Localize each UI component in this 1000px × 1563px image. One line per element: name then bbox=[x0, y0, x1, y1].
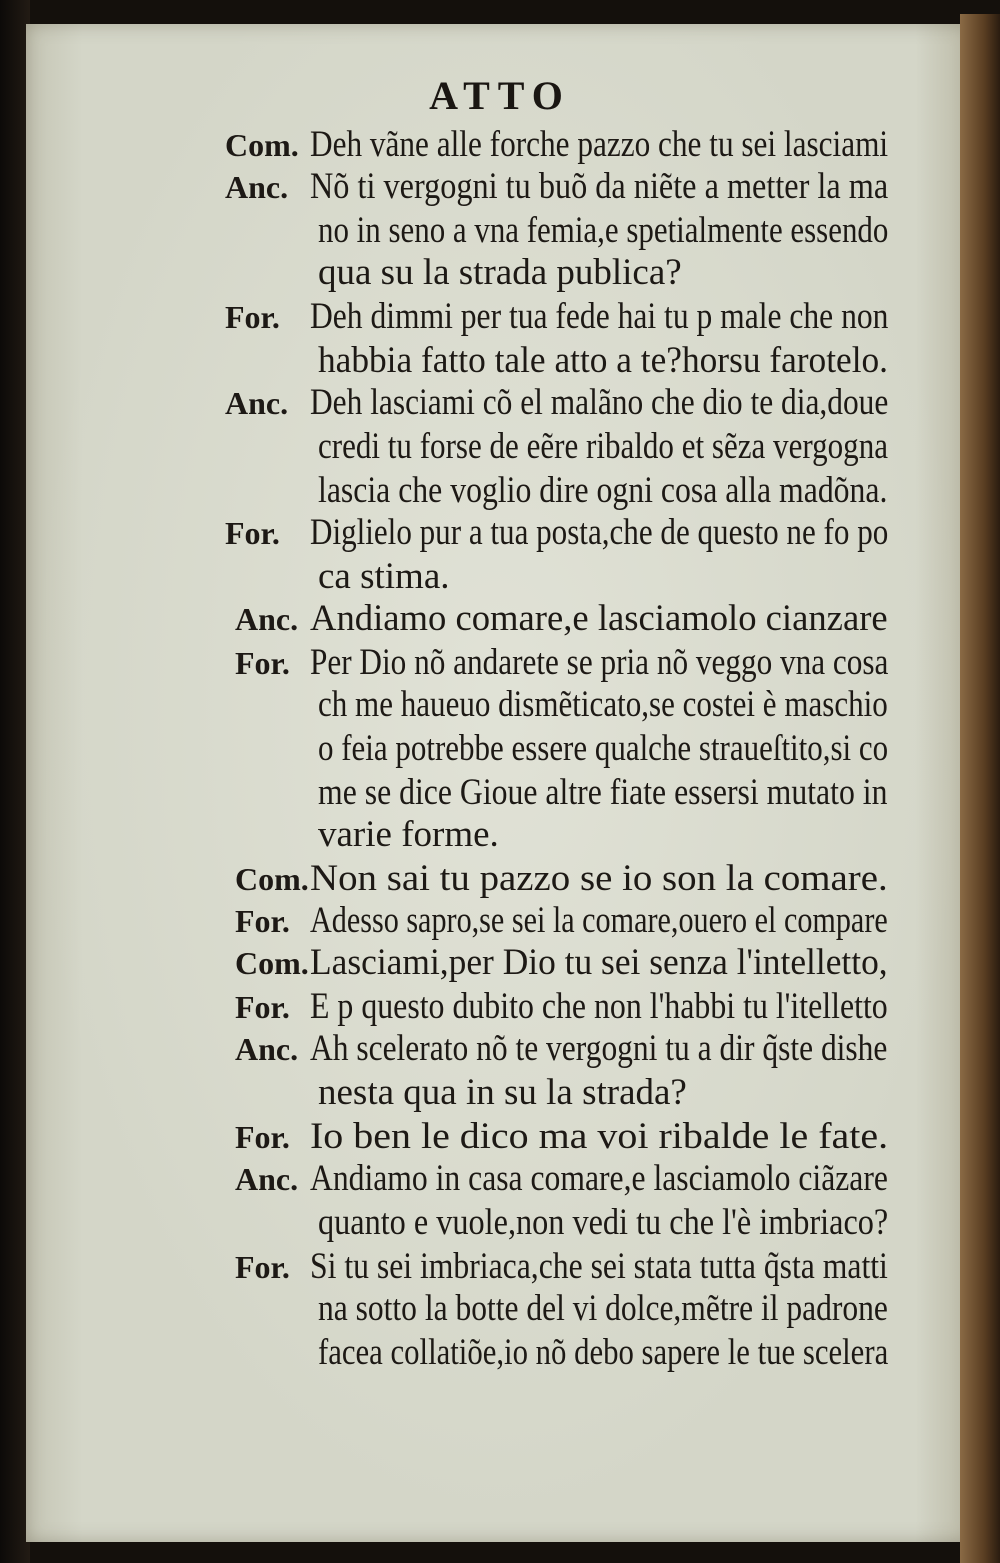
speaker-label: Com. bbox=[235, 861, 309, 897]
text-line: ch me haueuo dismẽticato,se costei è maschio bbox=[318, 684, 888, 725]
text-line: Ah scelerato nõ te vergogni tu a dir q̃ste dishe bbox=[310, 1028, 888, 1069]
text-line: quanto e vuole,non vedi tu che l'è imbriaco? bbox=[318, 1202, 889, 1243]
speaker-label: For. bbox=[235, 989, 290, 1025]
text-line: lascia che voglio dire ogni cosa alla madõna. bbox=[318, 470, 888, 511]
text-line: qua su la strada publica? bbox=[318, 252, 682, 293]
text-line: Deh dimmi per tua fede hai tu p male che non bbox=[310, 296, 889, 337]
text-line: me se dice Gioue altre fiate essersi mutato in bbox=[318, 772, 888, 813]
text-line: Si tu sei imbriaca,che sei stata tutta q̃sta matti bbox=[310, 1246, 888, 1287]
speaker-label: Anc. bbox=[235, 1031, 299, 1067]
text-line: o feia potrebbe essere qualche straueſtito,si co bbox=[318, 728, 889, 769]
text-line: E p questo dubito che non l'habbi tu l'itelletto bbox=[310, 986, 888, 1027]
text-line: Per Dio nõ andarete se pria nõ veggo vna cosa bbox=[310, 642, 889, 683]
text-line: na sotto la botte del vi dolce,mẽtre il padrone bbox=[318, 1288, 888, 1329]
speaker-label: For. bbox=[235, 645, 290, 681]
speaker-label: For. bbox=[225, 515, 280, 551]
speaker-label: Anc. bbox=[235, 1161, 299, 1197]
text-line: Nõ ti vergogni tu buõ da niẽte a metter la ma bbox=[310, 166, 889, 207]
speaker-label: For. bbox=[235, 1119, 290, 1155]
text-line: Lasciami,per Dio tu sei senza l'intelletto, bbox=[310, 942, 888, 983]
page-header: ATTO bbox=[429, 73, 571, 118]
speaker-label: Anc. bbox=[225, 169, 289, 205]
text-line: Deh lasciami cõ el malãno che dio te dia,doue bbox=[310, 382, 889, 423]
text-line: Andiamo comare,e lasciamolo cianzare bbox=[310, 598, 888, 639]
text-line: Adesso sapro,se sei la comare,ouero el compare bbox=[310, 900, 888, 941]
text-line: Non sai tu pazzo se io son la comare. bbox=[310, 858, 888, 899]
text-line: nesta qua in su la strada? bbox=[318, 1072, 687, 1113]
speaker-label: Anc. bbox=[235, 601, 299, 637]
text-line: Andiamo in casa comare,e lasciamolo ciãzare bbox=[310, 1158, 888, 1199]
text-line: facea collatiõe,io nõ debo sapere le tue scelera bbox=[318, 1332, 889, 1373]
text-line: varie forme. bbox=[318, 814, 499, 855]
text-line: Diglielo pur a tua posta,che de questo ne fo po bbox=[310, 512, 889, 553]
speaker-label: Anc. bbox=[225, 385, 289, 421]
text-line: no in seno a vna femia,e spetialmente essendo bbox=[318, 210, 889, 251]
text-line: Deh vãne alle forche pazzo che tu sei lasciami bbox=[310, 124, 889, 165]
text-line: habbia fatto tale atto a te?horsu farotelo. bbox=[318, 340, 889, 381]
speaker-label: For. bbox=[225, 299, 280, 335]
speaker-label: Com. bbox=[225, 127, 299, 163]
speaker-label: For. bbox=[235, 903, 290, 939]
text-line: credi tu forse de eẽre ribaldo et sẽza vergogna bbox=[318, 426, 888, 467]
book-edge bbox=[960, 14, 1000, 1563]
text-line: ca stima. bbox=[318, 556, 450, 597]
text-line: Io ben le dico ma voi ribalde le fate. bbox=[310, 1116, 889, 1157]
speaker-label: For. bbox=[235, 1249, 290, 1285]
speaker-label: Com. bbox=[235, 945, 309, 981]
